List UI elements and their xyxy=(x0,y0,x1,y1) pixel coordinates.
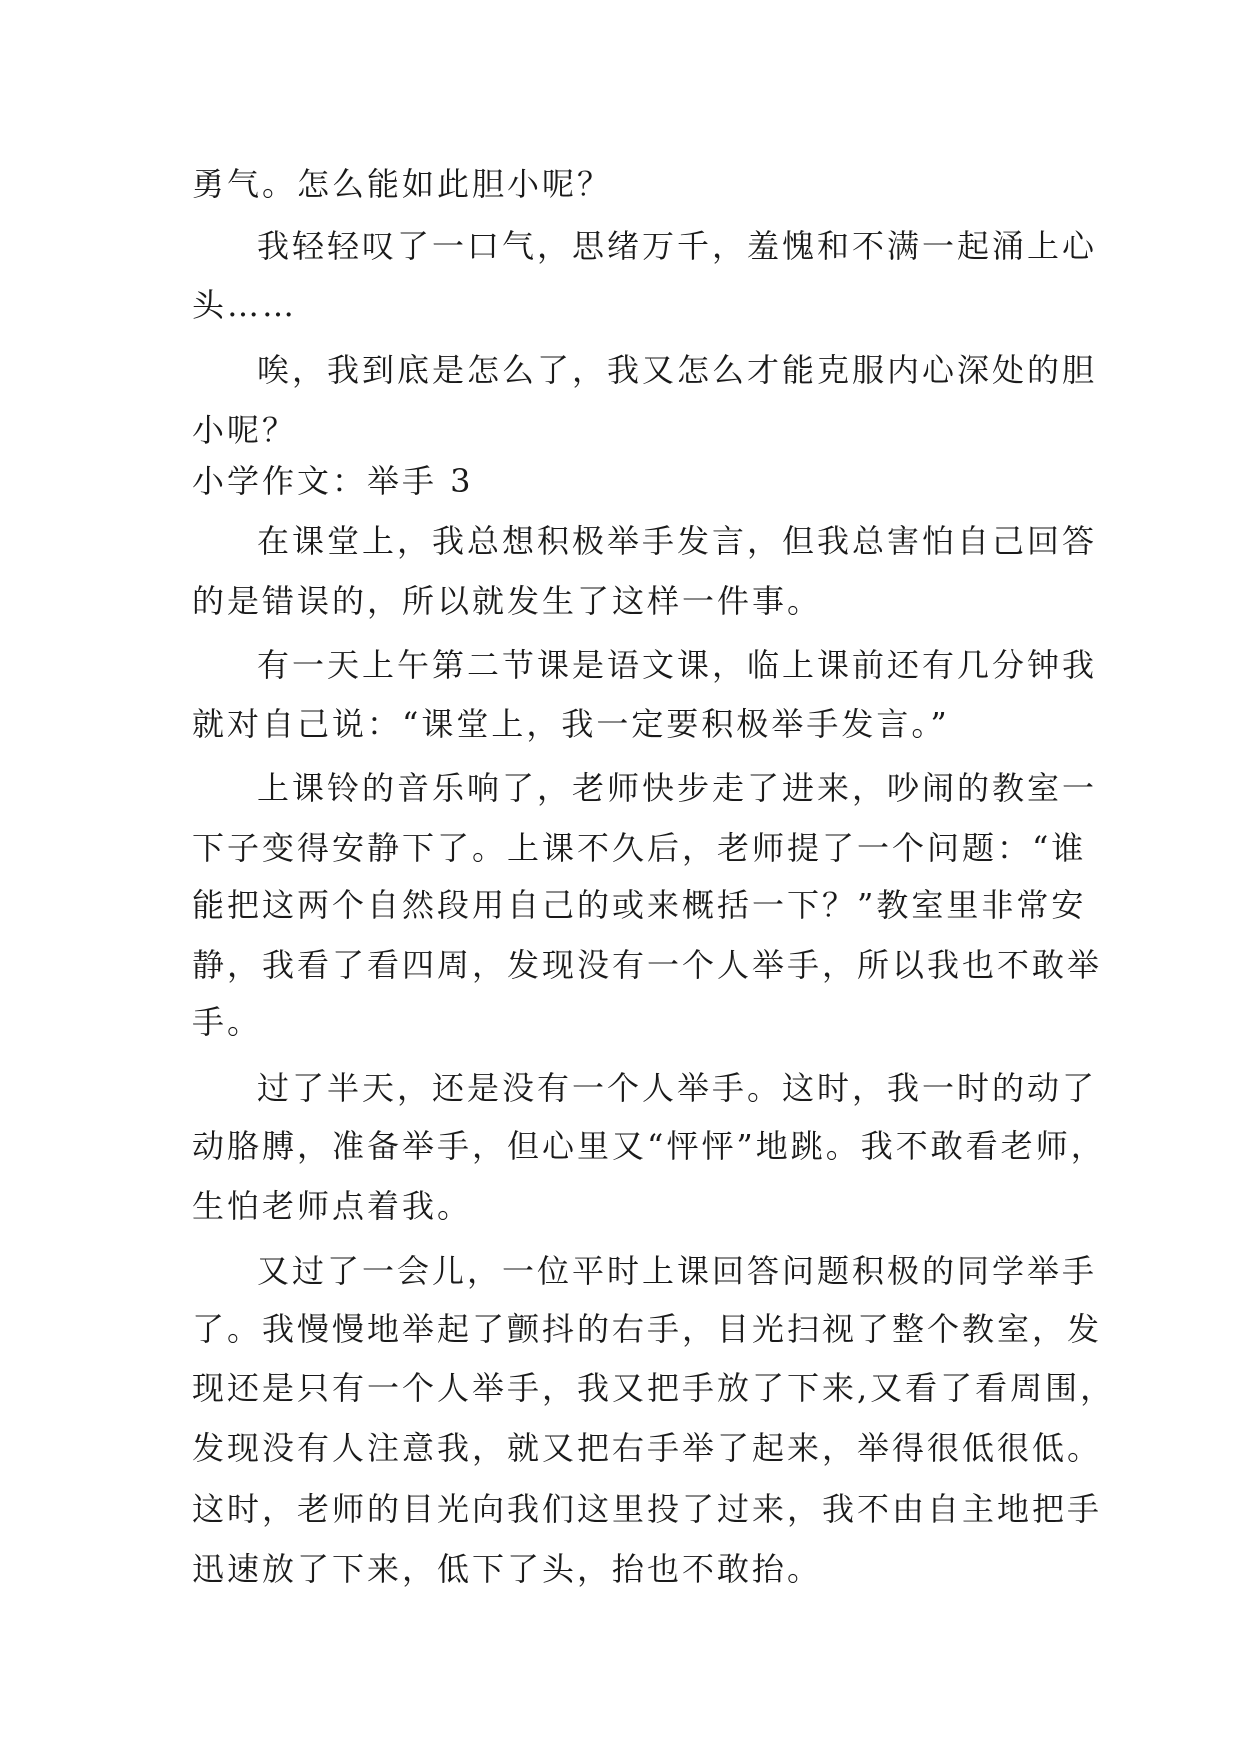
text-line: 下子变得安静下了。上课不久后，老师提了一个问题：“谁 xyxy=(192,829,1087,867)
text-line: 过了半天，还是没有一个人举手。这时，我一时的动了 xyxy=(257,1069,1098,1107)
text-line: 生怕老师点着我。 xyxy=(192,1187,473,1225)
text-line: 现还是只有一个人举手，我又把手放了下来,又看了看周围， xyxy=(192,1369,1116,1407)
text-line: 能把这两个自然段用自己的或来概括一下？”教室里非常安 xyxy=(192,886,1087,924)
text-line: 了。我慢慢地举起了颤抖的右手，目光扫视了整个教室，发 xyxy=(192,1310,1103,1348)
text-line: 静，我看了看四周，发现没有一个人举手，所以我也不敢举 xyxy=(192,946,1103,984)
text-line: 头…… xyxy=(192,286,298,324)
text-line: 手。 xyxy=(192,1003,263,1041)
text-line: 勇气。怎么能如此胆小呢？ xyxy=(192,165,613,203)
text-line: 的是错误的，所以就发生了这样一件事。 xyxy=(192,582,823,620)
text-line: 我轻轻叹了一口气，思绪万千，羞愧和不满一起涌上心 xyxy=(257,227,1098,265)
text-line: 迅速放了下来，低下了头，抬也不敢抬。 xyxy=(192,1550,823,1588)
text-line: 在课堂上，我总想积极举手发言，但我总害怕自己回答 xyxy=(257,522,1098,560)
text-line: 就对自己说：“课堂上，我一定要积极举手发言。” xyxy=(192,705,950,743)
text-line: 动胳膊，准备举手，但心里又“怦怦”地跳。我不敢看老师， xyxy=(192,1127,1106,1165)
text-line: 上课铃的音乐响了，老师快步走了进来，吵闹的教室一 xyxy=(257,769,1098,807)
section-heading: 小学作文：举手 3 xyxy=(192,462,474,500)
text-line: 又过了一会儿，一位平时上课回答问题积极的同学举手 xyxy=(257,1252,1098,1290)
text-line: 发现没有人注意我，就又把右手举了起来，举得很低很低。 xyxy=(192,1429,1103,1467)
text-line: 唉，我到底是怎么了，我又怎么才能克服内心深处的胆 xyxy=(257,351,1098,389)
text-line: 小呢？ xyxy=(192,411,298,449)
text-line: 这时，老师的目光向我们这里投了过来，我不由自主地把手 xyxy=(192,1490,1103,1528)
text-line: 有一天上午第二节课是语文课，临上课前还有几分钟我 xyxy=(257,646,1098,684)
